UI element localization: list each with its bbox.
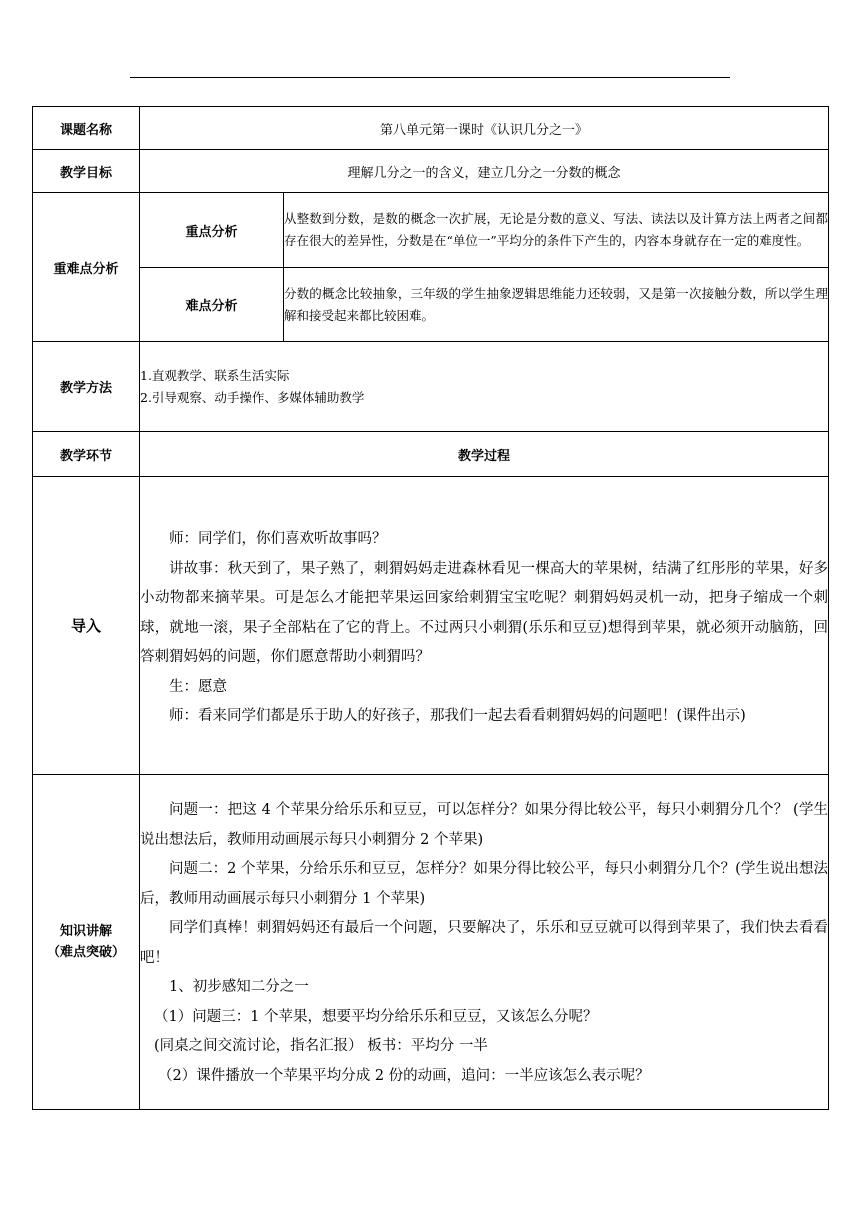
row-title (33, 107, 829, 150)
label-method: 教学方法 (33, 342, 140, 432)
lesson-plan-table (32, 106, 829, 1110)
difficult-point-text: 分数的概念比较抽象，三年级的学生抽象逻辑思维能力还较弱，又是第一次接触分数，所以学生理解和接受起来都比较困难。 (284, 268, 829, 342)
label-stage: 教学环节 (33, 432, 140, 477)
knowledge-paragraph: 问题一：把这 4 个苹果分给乐乐和豆豆，可以怎样分？如果分得比较公平，每只小刺猬分几个？ (学生说出想法后，教师用动画展示每只小刺猬分 2 个苹果) (140, 802, 829, 848)
method-list (140, 342, 829, 432)
label-knowledge (33, 775, 140, 1110)
lesson-title: 第八单元第一课时《认识几分之一》 (140, 107, 829, 150)
label-difficult-point: 难点分析 (140, 268, 284, 342)
row-difficult-point (33, 268, 829, 342)
intro-paragraph: 师：看来同学们都是乐于助人的好孩子，那我们一起去看看刺猬妈妈的问题吧！(课件出示) (169, 708, 746, 725)
knowledge-paragraph: 问题二：2 个苹果，分给乐乐和豆豆，怎样分？如果分得比较公平，每只小刺猬分几个？(学生说出想法后，教师用动画展示每只小刺猬分 1 个苹果) (140, 861, 829, 907)
intro-paragraph: 生：愿意 (169, 678, 227, 695)
row-intro (33, 477, 829, 775)
knowledge-content (140, 775, 829, 1110)
intro-paragraph: 讲故事：秋天到了，果子熟了，刺猬妈妈走进森林看见一棵高大的苹果树，结满了红彤彤的苹果，好多小动物都来摘苹果。可是怎么才能把苹果运回家给刺猬宝宝吃呢？刺猬妈妈灵机一动，把身子缩成一个刺球，就地一滚，果子全部粘在了它的背上。不过两只小刺猬(乐乐和豆豆)想得到苹果，就必须开动脑筋，回答刺猬妈妈的问题，你们愿意帮助小刺猬吗？ (140, 560, 829, 666)
label-process: 教学过程 (140, 432, 829, 477)
label-intro: 导入 (33, 477, 140, 775)
row-method (33, 342, 829, 432)
label-knowledge-title: 知识讲解 (59, 924, 112, 939)
intro-content (140, 477, 829, 775)
label-key-analysis: 重难点分析 (33, 193, 140, 342)
method-item: 2.引导观察、动手操作、多媒体辅助教学 (140, 389, 365, 405)
knowledge-paragraph: 同学们真棒！刺猬妈妈还有最后一个问题，只要解决了，乐乐和豆豆就可以得到苹果了，我们快去看看吧！ (140, 920, 829, 966)
row-knowledge (33, 775, 829, 1110)
knowledge-paragraph: （1）问题三：1 个苹果，想要平均分给乐乐和豆豆，又该怎么分呢？ (154, 1008, 598, 1025)
row-key-point (33, 193, 829, 268)
key-point-text: 从整数到分数，是数的概念一次扩展，无论是分数的意义、写法、读法以及计算方法上两者之间都存在很大的差异性，分数是在“单位一”平均分的条件下产生的，内容本身就存在一定的难度性。 (284, 193, 829, 268)
knowledge-paragraph: （2）课件播放一个苹果平均分成 2 份的动画，追问：一半应该怎么表示呢？ (158, 1067, 650, 1084)
label-goal: 教学目标 (33, 150, 140, 193)
label-knowledge-subtitle: （难点突破） (46, 945, 125, 960)
goal-text: 理解几分之一的含义，建立几分之一分数的概念 (140, 150, 829, 193)
knowledge-section-heading: 1、初步感知二分之一 (169, 979, 309, 995)
header-rule (130, 77, 730, 78)
label-key-point: 重点分析 (140, 193, 284, 268)
label-title: 课题名称 (33, 107, 140, 150)
intro-paragraph: 师：同学们，你们喜欢听故事吗？ (169, 531, 387, 548)
knowledge-paragraph: (同桌之间交流讨论，指名汇报） 板书：平均分 一半 (154, 1038, 488, 1054)
row-goal (33, 150, 829, 193)
method-item: 1.直观教学、联系生活实际 (140, 367, 290, 383)
row-stage-header (33, 432, 829, 477)
